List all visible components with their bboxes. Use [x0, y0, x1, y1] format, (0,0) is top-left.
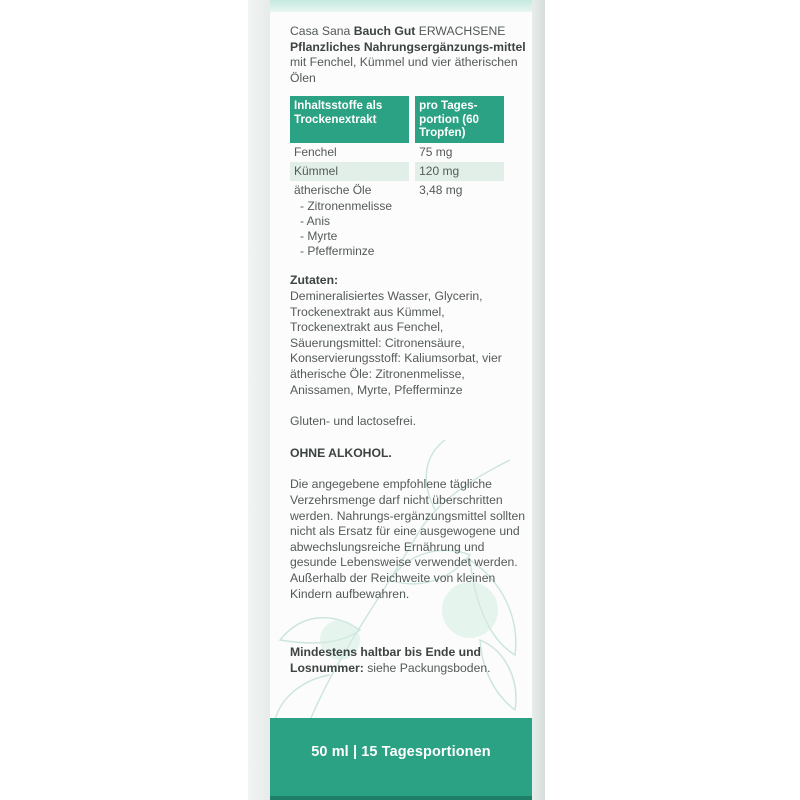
best-before-value: siehe Packungsboden. — [367, 660, 491, 675]
product-intro — [290, 24, 526, 86]
oil-item: - Anis — [300, 213, 331, 228]
table-header — [290, 96, 504, 143]
zutaten-text: Demineralisiertes Wasser, Glycerin, Trockenextrakt aus Kümmel, Trockenextrakt aus Fenchel, Säuerungsmittel: Citronensäure, Konservierungsstoff: Kaliumsorbat, vier ätherische Öle: Zitronenmelisse, Anissamen, Myrte, Pfefferminze — [290, 289, 502, 397]
ingredient-name: ätherische Öle - Zitronenmelisse - Anis - Myrte - Pfefferminze — [290, 181, 409, 261]
package-side-panel — [270, 0, 532, 800]
zutaten-heading: Zutaten: — [290, 273, 339, 288]
product-name: Bauch Gut — [353, 24, 416, 38]
product-description: mit Fenchel, Kümmel und vier ätherischen Ölen — [290, 55, 518, 85]
bottom-strip — [270, 796, 532, 800]
footer-band — [270, 718, 532, 796]
best-before-label: Mindestens haltbar bis Ende und Losnummer: — [290, 645, 481, 675]
table-row — [290, 143, 504, 162]
ingredient-amount: 75 mg — [419, 144, 453, 159]
volume-portions: 50 ml | 15 Tagesportionen — [311, 744, 491, 760]
alcohol-note: OHNE ALKOHOL. — [290, 445, 392, 460]
table-row — [290, 162, 504, 181]
product-type: Pflanzliches Nahrungsergänzungs-mittel — [290, 39, 526, 54]
ingredient-amount: 3,48 mg — [419, 183, 463, 198]
ingredients-section — [290, 273, 526, 398]
info-text — [290, 24, 526, 676]
warning-text: Die angegebene empfohlene tägliche Verzehrsmenge darf nicht überschritten werden. Nahrungs-ergänzungsmittel sollten nicht als Ersatz für eine ausgewogene und abwechslungsreiche Ernährung und gesunde Lebensweise verwendet werden. Außerhalb der Reichweite von kleinen Kindern aufbewahren. — [290, 477, 526, 601]
oil-item: - Pfefferminze — [300, 244, 375, 259]
top-band — [270, 0, 532, 12]
box-left-edge — [248, 0, 271, 800]
brand-name: Casa Sana — [290, 24, 351, 38]
table-row — [290, 181, 504, 261]
audience: ERWACHSENE — [418, 24, 506, 38]
box-right-edge — [531, 0, 545, 800]
ingredient-name: Kümmel — [290, 162, 409, 181]
gluten-note: Gluten- und lactosefrei. — [290, 414, 417, 429]
ingredient-name: Fenchel — [294, 144, 337, 159]
best-before — [290, 645, 526, 676]
oil-item: - Myrte — [300, 229, 338, 243]
ingredients-table — [290, 96, 504, 261]
header-per-portion: pro Tages-portion (60 Tropfen) — [415, 96, 504, 143]
ingredient-amount: 120 mg — [415, 162, 504, 181]
oil-item: - Zitronenmelisse — [300, 198, 393, 213]
header-ingredients: Inhaltsstoffe als Trockenextrakt — [290, 96, 409, 143]
